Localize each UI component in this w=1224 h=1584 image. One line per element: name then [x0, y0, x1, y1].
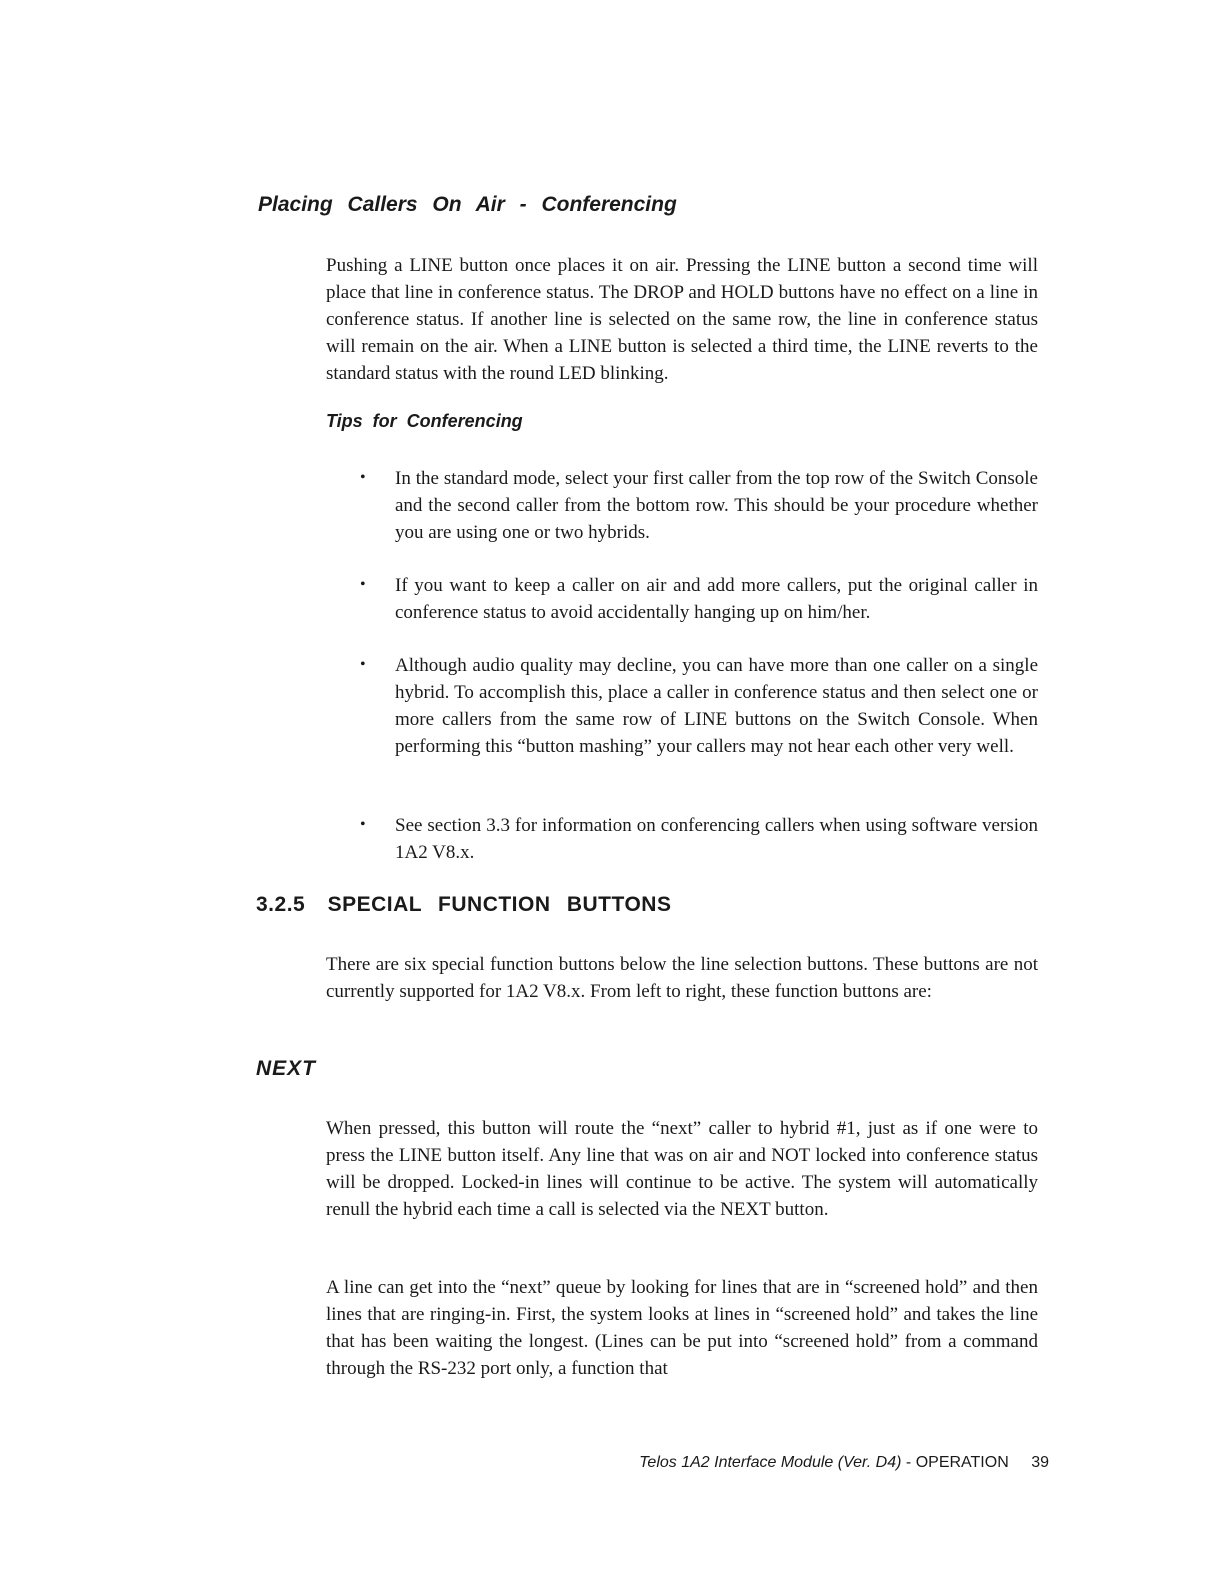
tip-item: If you want to keep a caller on air and add more callers, put the original caller in conference status to avoid accidentally hanging up on him/her.	[395, 575, 1038, 623]
page-footer	[639, 1454, 1049, 1472]
next-paragraph: A line can get into the “next” queue by looking for lines that are in “screened hold” and then lines that are ringing-in. First, the system looks at lines in “screened hold” and takes the line that has been waiting the longest. (Lines can be put into “screened hold” from a command through the RS-232 port only, a function that	[326, 1277, 1038, 1379]
tip-item: Although audio quality may decline, you can have more than one caller on a single hybrid. To accomplish this, place a caller in conference status and then select one or more callers from the same row of LINE buttons on the Switch Console. When performing this “button mashing” your callers may not hear each other very well.	[395, 655, 1038, 757]
footer-doc-title: Telos 1A2 Interface Module (Ver. D4)	[639, 1454, 902, 1471]
tip-item: In the standard mode, select your first caller from the top row of the Switch Console and the second caller from the bottom row. This should be your procedure whether you are using one or two hybrids.	[395, 468, 1038, 543]
section-title: SPECIAL FUNCTION BUTTONS	[327, 893, 672, 916]
next-heading: NEXT	[256, 1057, 317, 1080]
footer-section: - OPERATION	[905, 1454, 1009, 1471]
tips-heading: Tips for Conferencing	[326, 411, 523, 431]
section-number: 3.2.5	[256, 893, 306, 916]
intro-paragraph: Pushing a LINE button once places it on air. Pressing the LINE button a second time will place that line in conference status. The DROP and HOLD buttons have no effect on a line in conference status. If another line is selected on the same row, the line in conference status will remain on the air. When a LINE button is selected a third time, the LINE reverts to the standard status with the round LED blinking.	[326, 255, 1038, 384]
page-number: 39	[1031, 1454, 1049, 1471]
tip-item: See section 3.3 for information on conferencing callers when using software version 1A2 V8.x.	[395, 815, 1038, 863]
page-heading: Placing Callers On Air - Conferencing	[258, 193, 677, 216]
section-paragraph: There are six special function buttons below the line selection buttons. These buttons are not currently supported for 1A2 V8.x. From left to right, these function buttons are:	[326, 954, 1038, 1002]
bullet-marker: •	[360, 469, 366, 486]
bullet-marker: •	[360, 816, 366, 833]
section-heading	[256, 893, 671, 917]
bullet-marker: •	[360, 656, 366, 673]
next-paragraph: When pressed, this button will route the “next” caller to hybrid #1, just as if one were to press the LINE button itself. Any line that was on air and NOT locked into conference status will be dropped. Locked-in lines will continue to be active. The system will automatically renull the hybrid each time a call is selected via the NEXT button.	[326, 1118, 1038, 1220]
bullet-marker: •	[360, 576, 366, 593]
